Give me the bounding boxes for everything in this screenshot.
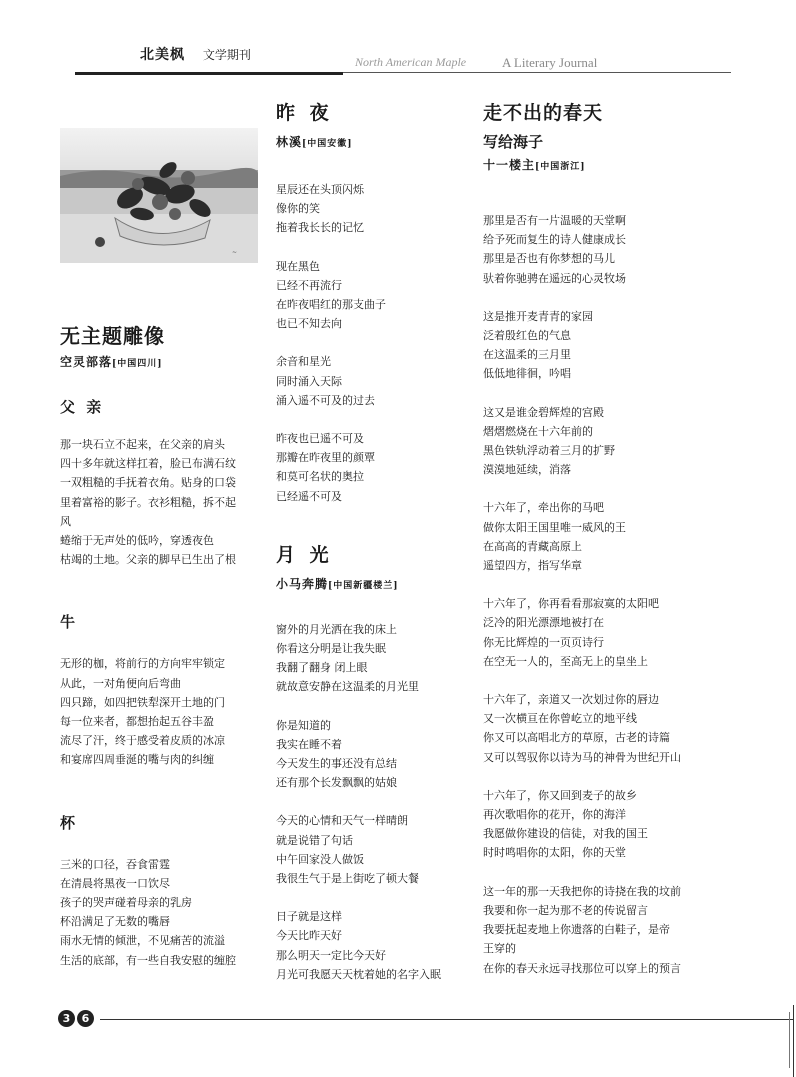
poem-line: 低低地徘徊，吟唱 bbox=[483, 367, 571, 381]
stanza bbox=[276, 811, 496, 888]
magazine-subtitle-cn: 文学期刊 bbox=[202, 48, 251, 62]
poem-line: 驮着你驰骋在遥远的心灵牧场 bbox=[483, 271, 626, 285]
page-number-digit: 6 bbox=[77, 1010, 94, 1027]
stanza bbox=[483, 403, 703, 480]
poem-line: 流尽了汗，终于感受着皮质的冰凉 bbox=[60, 734, 225, 748]
stanza bbox=[483, 882, 703, 978]
poem-line: 十六年了，牵出你的马吧 bbox=[483, 501, 604, 515]
poem-title: 无主题雕像 bbox=[60, 324, 165, 348]
poem-author bbox=[60, 353, 280, 370]
poem-line: 在清晨将黑夜一口饮尽 bbox=[60, 876, 170, 890]
poem-line: 也已不知去向 bbox=[276, 317, 342, 331]
poem-line: 中午回家没人做饭 bbox=[276, 852, 364, 866]
poem-line: 三米的口径，吞食雷霆 bbox=[60, 857, 170, 871]
stanza bbox=[483, 594, 703, 671]
poem-line: 那一块石立不起来，在父亲的肩头 bbox=[60, 438, 225, 451]
poem-line: 拖着我长长的记忆 bbox=[276, 221, 364, 235]
poem-line: 又一次横亘在你曾屹立的地平线 bbox=[483, 712, 637, 726]
stanza bbox=[276, 429, 496, 506]
margin-rule bbox=[793, 1005, 794, 1077]
poem-line: 那瓣在昨夜里的颜覃 bbox=[276, 451, 375, 465]
poem-line: 泛冷的阳光漂漂地被打在 bbox=[483, 616, 604, 630]
still-life-painting bbox=[60, 128, 258, 263]
poem-body bbox=[483, 211, 703, 978]
poem-line: 我翻了翻身 闭上眼 bbox=[276, 661, 368, 675]
header-rule-right bbox=[343, 72, 731, 73]
column-left bbox=[60, 320, 280, 970]
poem-line: 我要抚起麦地上你遗落的白鞋子，是帝 bbox=[483, 923, 670, 937]
poem-line: 就是说错了句话 bbox=[276, 833, 353, 847]
poem-line: 漠漠地延续，消落 bbox=[483, 463, 571, 477]
poem-line: 我实在睡不着 bbox=[276, 737, 342, 751]
author-name: 空灵部落 bbox=[60, 355, 113, 369]
header-rule-left bbox=[75, 72, 343, 75]
poem-line: 时时鸣唱你的太阳，你的天堂 bbox=[483, 846, 626, 860]
poem-title: 月 光 bbox=[276, 543, 333, 566]
poem-line: 今天比昨天好 bbox=[276, 929, 342, 943]
author-location: [中国四川] bbox=[112, 359, 163, 369]
poem-line: 你看这分明是让我失眠 bbox=[276, 642, 386, 656]
poem-line: 十六年了，你又回到麦子的故乡 bbox=[483, 788, 637, 802]
poem-title: 昨 夜 bbox=[276, 102, 333, 124]
poem-line: 在空无一人的，至高无上的皇坐上 bbox=[483, 654, 648, 668]
page-number bbox=[58, 1010, 94, 1027]
poem-line: 那么明天一定比今天好 bbox=[276, 948, 386, 962]
poem-line: 你又可以高唱北方的草原，古老的诗篇 bbox=[483, 731, 670, 745]
poem-line: 那里是否也有你梦想的马儿 bbox=[483, 252, 615, 266]
poem-line: 十六年了，你再看看那寂寞的太阳吧 bbox=[483, 597, 659, 611]
poem-line: 黑色铁轨浮动着三月的扩野 bbox=[483, 444, 615, 458]
magazine-subtitle-en: A Literary Journal bbox=[502, 55, 598, 70]
poem-line: 现在黑色 bbox=[276, 259, 320, 273]
poem-line: 四只蹄，如四把铁犁深开土地的门 bbox=[60, 695, 225, 709]
poem-line: 在昨夜唱红的那支曲子 bbox=[276, 298, 386, 312]
poem-author bbox=[276, 575, 496, 592]
section-heading-ox: 牛 bbox=[60, 613, 79, 632]
poem-line: 这一年的那一天我把你的诗挠在我的坟前 bbox=[483, 884, 681, 898]
poem-line: 从此，一对角便向后弯曲 bbox=[60, 676, 181, 690]
stanza bbox=[276, 257, 496, 334]
poem-line: 我很生气于是上街吃了顿大餐 bbox=[276, 872, 419, 886]
poem-line: 这又是谁金碧辉煌的宫殿 bbox=[483, 405, 604, 419]
poem-author bbox=[276, 133, 496, 150]
magazine-name-en: North American Maple bbox=[355, 55, 467, 69]
stanza bbox=[276, 352, 496, 410]
poem-line: 就故意安静在这温柔的月光里 bbox=[276, 680, 419, 694]
poem-line: 今天发生的事还没有总结 bbox=[276, 757, 397, 771]
header-magazine-cn bbox=[140, 44, 251, 64]
poem-line: 还有那个长发飘飘的姑娘 bbox=[276, 776, 397, 790]
author-location: [中国安徽] bbox=[302, 139, 353, 149]
poem-body bbox=[276, 620, 496, 984]
svg-text:~: ~ bbox=[232, 249, 238, 256]
section-cup bbox=[60, 855, 280, 970]
poem-author bbox=[483, 156, 703, 173]
poem-line: 窗外的月光洒在我的床上 bbox=[276, 622, 397, 636]
poem-line: 涌入遥不可及的过去 bbox=[276, 393, 375, 407]
poem-body bbox=[276, 180, 496, 506]
poem-line: 王穿的 bbox=[483, 942, 516, 956]
poem-line: 每一位来者，都想抬起五谷丰盈 bbox=[60, 715, 214, 729]
poem-line: 杯沿满足了无数的嘴唇 bbox=[60, 915, 170, 929]
author-name: 十一楼主 bbox=[483, 158, 536, 172]
author-location: [中国浙江] bbox=[535, 162, 586, 172]
poem-line: 你无比辉煌的一页页诗行 bbox=[483, 635, 604, 649]
section-heading-cup: 杯 bbox=[60, 813, 79, 832]
poem-line: 我要和你一起为那不老的传说留言 bbox=[483, 903, 648, 917]
section-father bbox=[60, 435, 280, 569]
poem-line: 再次歌唱你的花开，你的海洋 bbox=[483, 808, 626, 822]
poem-line: 遥望四方，指写华章 bbox=[483, 559, 582, 573]
poem-line: 又可以驾驭你以诗为马的神骨为世纪开山 bbox=[483, 750, 681, 764]
poem-line: 已经不再流行 bbox=[276, 278, 342, 292]
stanza bbox=[276, 716, 496, 793]
poem-line: 这是推开麦青青的家园 bbox=[483, 309, 593, 323]
stanza bbox=[276, 180, 496, 238]
poem-line: 今天的心情和天气一样晴朗 bbox=[276, 814, 408, 828]
poem-line: 同时涌入天际 bbox=[276, 374, 342, 388]
page-number-digit: 3 bbox=[58, 1010, 75, 1027]
poem-line: 和莫可名状的奥拉 bbox=[276, 470, 364, 484]
stanza bbox=[483, 211, 703, 288]
poem-line: 风 bbox=[60, 514, 71, 528]
stanza bbox=[483, 786, 703, 863]
poem-line: 和宴席四周垂涎的嘴与肉的纠缠 bbox=[60, 753, 214, 767]
poem-line: 四十多年就这样扛着，脸已布满石纹 bbox=[60, 457, 236, 471]
poem-line: 你是知道的 bbox=[276, 718, 331, 732]
stanza bbox=[483, 498, 703, 575]
poem-line: 给予死而复生的诗人健康成长 bbox=[483, 233, 626, 247]
column-right bbox=[483, 98, 703, 997]
author-name: 林溪 bbox=[276, 135, 303, 149]
poem-line: 我愿做你建设的信徒，对我的国王 bbox=[483, 827, 648, 841]
poem-line: 像你的笑 bbox=[276, 202, 320, 216]
poem-line: 月光可我愿天天枕着她的名字入眠 bbox=[276, 967, 441, 981]
poem-line: 在你的春天永远寻找那位可以穿上的预言 bbox=[483, 961, 681, 975]
margin-rule-inner bbox=[789, 1012, 790, 1068]
poem-line: 昨夜也已遥不可及 bbox=[276, 432, 364, 446]
poem-line: 熠熠燃烧在十六年前的 bbox=[483, 424, 593, 438]
stanza bbox=[276, 907, 496, 984]
section-heading-father: 父 亲 bbox=[60, 398, 105, 416]
footer-rule bbox=[100, 1019, 793, 1020]
poem-line: 枯竭的土地。父亲的脚早已生出了根 bbox=[60, 553, 236, 567]
poem-line: 在这温柔的三月里 bbox=[483, 348, 571, 362]
poem-line: 生活的底部，有一些自我安慰的缠腔 bbox=[60, 953, 236, 967]
magazine-name-cn: 北美枫 bbox=[140, 47, 185, 63]
poem-line: 十六年了，亲道又一次划过你的唇边 bbox=[483, 693, 659, 707]
poem-line: 日子就是这样 bbox=[276, 910, 342, 924]
section-ox bbox=[60, 654, 280, 769]
stanza bbox=[483, 690, 703, 767]
poem-subtitle: 写给海子 bbox=[483, 133, 544, 151]
poem-line: 已经遥不可及 bbox=[276, 489, 342, 503]
poem-line: 里着富裕的影子。衣衫粗糙，拆不起 bbox=[60, 495, 236, 509]
poem-line: 无形的枷，将前行的方向牢牢锁定 bbox=[60, 657, 225, 671]
poem-line: 孩子的哭声碰着母亲的乳房 bbox=[60, 896, 192, 910]
poem-title: 走不出的春天 bbox=[483, 102, 604, 124]
poem-line: 雨水无情的倾泄，不见痛苦的流溢 bbox=[60, 934, 225, 948]
poem-line: 蜷缩于无声处的低吟，穿透夜色 bbox=[60, 534, 214, 548]
poem-line: 做你太阳王国里唯一威风的王 bbox=[483, 520, 626, 534]
column-middle bbox=[276, 98, 496, 1003]
stanza bbox=[483, 307, 703, 384]
author-name: 小马奔腾 bbox=[276, 576, 329, 591]
author-location: [中国新疆楼兰] bbox=[328, 580, 399, 591]
poem-line: 在高高的青藏高原上 bbox=[483, 539, 582, 553]
stanza bbox=[276, 620, 496, 697]
poem-line: 星辰还在头顶闪烁 bbox=[276, 183, 364, 196]
poem-line: 泛着殷红色的气息 bbox=[483, 329, 571, 343]
poem-line: 一双粗糙的手抚着衣角。贴身的口袋 bbox=[60, 476, 236, 490]
poem-line: 余音和星光 bbox=[276, 355, 331, 369]
poem-line: 那里是否有一片温暖的天堂啊 bbox=[483, 214, 626, 227]
